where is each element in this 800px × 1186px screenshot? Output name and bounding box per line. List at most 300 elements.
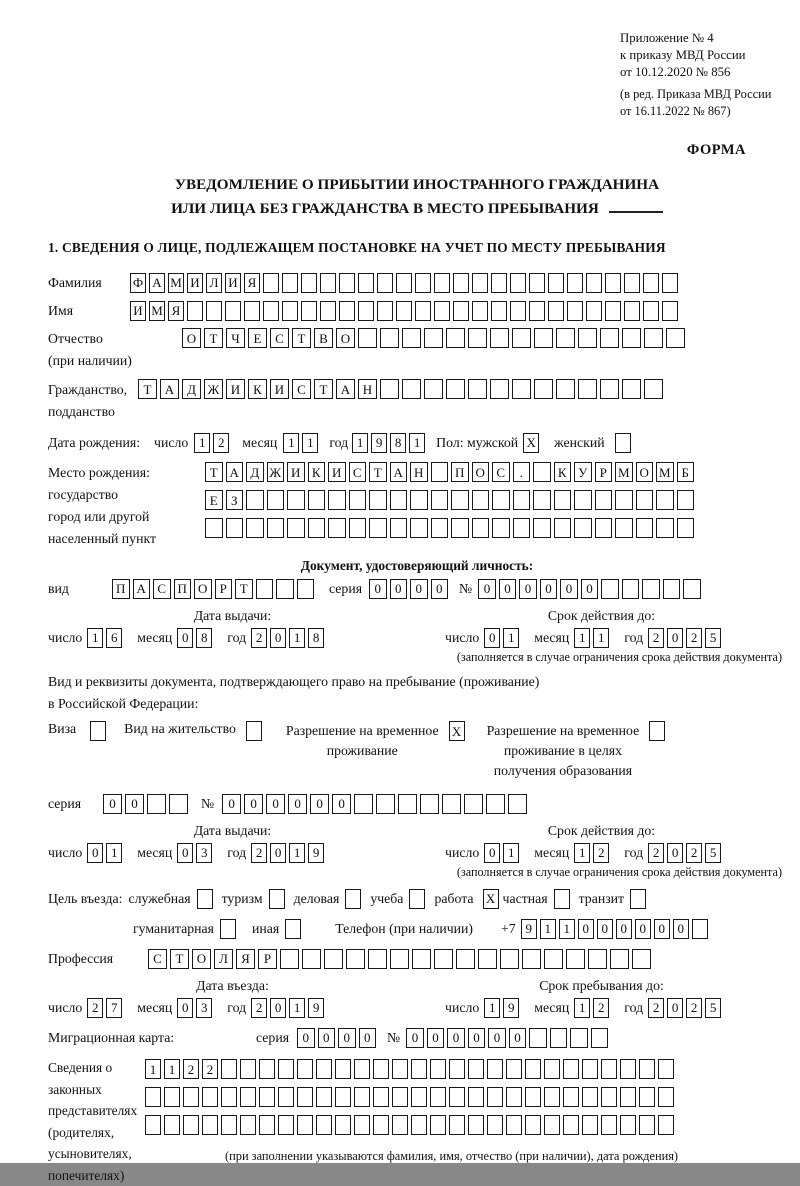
char-cell: 0 xyxy=(616,919,632,939)
char-cell xyxy=(316,1059,332,1079)
char-cell xyxy=(453,301,469,321)
char-cell: 0 xyxy=(468,1028,486,1048)
char-cell xyxy=(240,1087,256,1107)
char-cell xyxy=(221,1115,237,1135)
migration-number-cells xyxy=(406,1028,611,1048)
char-cell: 2 xyxy=(183,1059,199,1079)
char-cell xyxy=(630,889,646,909)
residence-permit-label: Вид на жительство xyxy=(124,721,236,737)
char-cell xyxy=(328,490,346,510)
char-cell xyxy=(412,949,431,969)
char-cell xyxy=(354,1087,370,1107)
char-cell: 0 xyxy=(244,794,263,814)
char-cell: 0 xyxy=(673,919,689,939)
char-cell: 0 xyxy=(488,1028,506,1048)
issue-date-title: Дата выдачи: xyxy=(193,608,272,624)
doc-kind-label: вид xyxy=(48,581,69,597)
char-cell xyxy=(554,889,570,909)
char-cell: Е xyxy=(205,490,223,510)
purpose-option: туризм xyxy=(222,889,285,909)
char-cell: 1 xyxy=(540,919,556,939)
char-cell xyxy=(446,379,465,399)
char-cell xyxy=(605,301,621,321)
identity-issue-month-cells xyxy=(177,628,215,648)
char-cell xyxy=(320,273,336,293)
char-cell: Р xyxy=(215,579,233,599)
char-cell: 0 xyxy=(654,919,670,939)
patronymic-row xyxy=(48,328,786,372)
char-cell xyxy=(164,1115,180,1135)
char-cell: 1 xyxy=(302,433,318,453)
char-cell: 3 xyxy=(196,998,212,1018)
char-cell: 9 xyxy=(503,998,519,1018)
char-cell xyxy=(390,949,409,969)
char-cell xyxy=(316,1087,332,1107)
year-label: год xyxy=(329,435,349,451)
char-cell xyxy=(205,518,223,538)
char-cell xyxy=(632,949,651,969)
char-cell xyxy=(639,1087,655,1107)
char-cell xyxy=(683,579,701,599)
char-cell: 2 xyxy=(686,843,702,863)
char-cell xyxy=(267,518,285,538)
char-cell xyxy=(578,379,597,399)
char-cell xyxy=(369,518,387,538)
char-cell xyxy=(506,1059,522,1079)
purpose-humanitarian-checkbox xyxy=(214,919,236,939)
char-cell xyxy=(658,1115,674,1135)
char-cell xyxy=(478,949,497,969)
char-cell xyxy=(491,301,507,321)
visa-option xyxy=(48,721,106,741)
char-cell xyxy=(259,1115,275,1135)
char-cell: 2 xyxy=(593,843,609,863)
sex-male-label: Пол: мужской xyxy=(436,435,519,451)
entry-dates xyxy=(48,978,786,1018)
char-cell xyxy=(308,490,326,510)
char-cell: Д xyxy=(246,462,264,482)
char-cell: А xyxy=(149,273,165,293)
char-cell xyxy=(424,328,443,348)
char-cell: Т xyxy=(205,462,223,482)
name-cells xyxy=(130,301,681,321)
char-cell: 1 xyxy=(574,843,590,863)
doc-series-cells xyxy=(369,579,451,599)
profession-row xyxy=(48,948,786,969)
char-cell xyxy=(656,490,674,510)
char-cell xyxy=(487,1115,503,1135)
char-cell xyxy=(267,490,285,510)
char-cell xyxy=(642,579,660,599)
char-cell: Ч xyxy=(226,328,245,348)
char-cell xyxy=(574,518,592,538)
char-cell xyxy=(411,1087,427,1107)
char-cell xyxy=(548,273,564,293)
char-cell: П xyxy=(174,579,192,599)
residence-permit-checkbox xyxy=(236,721,262,741)
identity-issue-day-cells xyxy=(87,628,125,648)
edu-residence-option xyxy=(487,721,666,781)
char-cell: А xyxy=(390,462,408,482)
char-cell xyxy=(263,301,279,321)
char-cell: 0 xyxy=(338,1028,356,1048)
char-cell: 0 xyxy=(270,628,286,648)
char-cell xyxy=(468,379,487,399)
valid-until-title: Срок действия до: xyxy=(547,608,656,624)
char-cell: 0 xyxy=(427,1028,445,1048)
birth-day-cells xyxy=(194,433,232,453)
char-cell: С xyxy=(270,328,289,348)
char-cell: . xyxy=(513,462,531,482)
identity-doc-dates xyxy=(48,608,786,648)
char-cell xyxy=(396,301,412,321)
char-cell: А xyxy=(160,379,179,399)
char-cell xyxy=(446,328,465,348)
residence-permit-option xyxy=(124,721,262,741)
char-cell xyxy=(566,949,585,969)
char-cell xyxy=(472,273,488,293)
char-cell xyxy=(490,379,509,399)
residence-issue-month-cells xyxy=(177,843,215,863)
legal-row3-cells xyxy=(145,1115,678,1135)
char-cell xyxy=(415,273,431,293)
residence-doc-heading1: Вид и реквизиты документа, подтверждающего право на пребывание (проживание) xyxy=(48,674,540,690)
char-cell xyxy=(259,1059,275,1079)
purpose-tourism-checkbox xyxy=(263,889,285,909)
month-label: месяц xyxy=(534,845,570,861)
char-cell xyxy=(202,1115,218,1135)
char-cell xyxy=(449,1087,465,1107)
phone-prefix: +7 xyxy=(501,921,516,937)
char-cell xyxy=(434,949,453,969)
char-cell xyxy=(595,518,613,538)
char-cell xyxy=(658,1087,674,1107)
char-cell xyxy=(280,949,299,969)
char-cell: Я xyxy=(236,949,255,969)
char-cell xyxy=(550,1028,568,1048)
char-cell xyxy=(508,794,527,814)
char-cell xyxy=(434,273,450,293)
char-cell xyxy=(582,1087,598,1107)
char-cell: П xyxy=(112,579,130,599)
birth-place-label: Место рождения: государство город или другой населенный пункт xyxy=(48,465,157,547)
char-cell xyxy=(567,301,583,321)
doc-number-label: № xyxy=(459,581,473,597)
char-cell xyxy=(346,949,365,969)
char-cell: И xyxy=(225,273,241,293)
char-cell xyxy=(506,1115,522,1135)
identity-valid-day-cells xyxy=(484,628,522,648)
birth-place-row3-cells xyxy=(205,518,697,538)
char-cell xyxy=(431,462,449,482)
char-cell: Л xyxy=(214,949,233,969)
char-cell xyxy=(601,1087,617,1107)
char-cell: 1 xyxy=(145,1059,161,1079)
identity-doc-heading: Документ, удостоверяющий личность: xyxy=(300,558,534,574)
entry-month-cells xyxy=(177,998,215,1018)
char-cell xyxy=(567,273,583,293)
char-cell xyxy=(308,518,326,538)
char-cell xyxy=(377,301,393,321)
entry-date-title: Дата въезда: xyxy=(196,978,269,994)
identity-issue-date-group xyxy=(48,608,417,648)
char-cell xyxy=(492,518,510,538)
char-cell xyxy=(187,301,203,321)
char-cell xyxy=(335,1087,351,1107)
char-cell: Л xyxy=(206,273,222,293)
appendix-edition-line: от 16.11.2022 № 867) xyxy=(620,104,731,118)
char-cell: 0 xyxy=(177,628,193,648)
purpose-official-checkbox xyxy=(191,889,213,909)
month-label: месяц xyxy=(137,630,173,646)
char-cell xyxy=(354,1059,370,1079)
char-cell: К xyxy=(248,379,267,399)
char-cell xyxy=(373,1059,389,1079)
char-cell xyxy=(506,1087,522,1107)
char-cell xyxy=(409,889,425,909)
char-cell: 0 xyxy=(667,843,683,863)
char-cell xyxy=(677,518,695,538)
identity-issue-year-cells xyxy=(251,628,327,648)
birth-place-row1-cells xyxy=(205,462,697,482)
char-cell xyxy=(316,1115,332,1135)
edu-residence-label: Разрешение на временное проживание в целях получения образования xyxy=(486,723,640,779)
char-cell xyxy=(622,579,640,599)
char-cell xyxy=(574,490,592,510)
char-cell xyxy=(643,273,659,293)
char-cell xyxy=(282,301,298,321)
char-cell xyxy=(563,1059,579,1079)
char-cell: 9 xyxy=(371,433,387,453)
char-cell xyxy=(620,1059,636,1079)
char-cell xyxy=(368,949,387,969)
residence-valid-month-cells xyxy=(574,843,612,863)
char-cell xyxy=(90,721,106,741)
char-cell xyxy=(206,301,222,321)
name-label: Имя xyxy=(48,303,74,319)
char-cell xyxy=(183,1115,199,1135)
sex-female-checkbox xyxy=(615,433,634,453)
char-cell: Н xyxy=(358,379,377,399)
birth-place-cells xyxy=(205,462,697,538)
char-cell xyxy=(636,518,654,538)
char-cell xyxy=(644,328,663,348)
char-cell xyxy=(649,721,665,741)
char-cell xyxy=(410,518,428,538)
entry-year-cells xyxy=(251,998,327,1018)
char-cell xyxy=(662,301,678,321)
char-cell xyxy=(529,301,545,321)
form-title xyxy=(48,173,786,220)
char-cell xyxy=(622,328,641,348)
char-cell xyxy=(453,273,469,293)
char-cell: Т xyxy=(292,328,311,348)
char-cell xyxy=(276,579,294,599)
char-cell: 3 xyxy=(196,843,212,863)
char-cell: 0 xyxy=(270,843,286,863)
char-cell xyxy=(656,518,674,538)
name-row xyxy=(48,300,786,321)
char-cell xyxy=(246,490,264,510)
char-cell xyxy=(639,1059,655,1079)
residence-issue-date-group xyxy=(48,823,417,863)
char-cell xyxy=(246,721,262,741)
char-cell xyxy=(430,1059,446,1079)
char-cell: 1 xyxy=(289,628,305,648)
char-cell xyxy=(285,919,301,939)
form-title-line1: УВЕДОМЛЕНИЕ О ПРИБЫТИИ ИНОСТРАННОГО ГРАЖДАНИНА xyxy=(174,176,660,193)
char-cell: 2 xyxy=(251,998,267,1018)
char-cell xyxy=(610,949,629,969)
valid-until-title: Срок действия до: xyxy=(547,823,656,839)
day-label: число xyxy=(48,630,83,646)
char-cell xyxy=(354,794,373,814)
char-cell xyxy=(578,328,597,348)
char-cell: О xyxy=(472,462,490,482)
char-cell xyxy=(430,1115,446,1135)
char-cell: 0 xyxy=(667,628,683,648)
char-cell xyxy=(225,301,241,321)
issue-date-title: Дата выдачи: xyxy=(193,823,272,839)
visit-purpose-row2 xyxy=(133,918,786,939)
purpose-option: иная xyxy=(252,919,301,939)
purpose-option: учеба xyxy=(370,889,425,909)
day-label: число xyxy=(445,630,480,646)
form-title-line2: ИЛИ ЛИЦА БЕЗ ГРАЖДАНСТВА В МЕСТО ПРЕБЫВАНИЯ xyxy=(48,197,786,221)
char-cell xyxy=(287,518,305,538)
char-cell: 9 xyxy=(308,998,324,1018)
char-cell: Д xyxy=(182,379,201,399)
legal-representatives-label: Сведения о законных представителях (родителях, усыновителях, попечителях) xyxy=(48,1060,138,1183)
char-cell xyxy=(544,1087,560,1107)
char-cell: 5 xyxy=(705,998,721,1018)
char-cell xyxy=(513,490,531,510)
residence-valid-year-cells xyxy=(648,843,724,863)
sex-female-label: женский xyxy=(554,435,605,451)
char-cell: 1 xyxy=(409,433,425,453)
purpose-option: частная xyxy=(503,889,570,909)
char-cell: С xyxy=(292,379,311,399)
char-cell xyxy=(358,328,377,348)
char-cell: У xyxy=(574,462,592,482)
char-cell: 8 xyxy=(196,628,212,648)
stay-until-group xyxy=(417,978,786,1018)
char-cell xyxy=(380,379,399,399)
profession-cells xyxy=(148,949,654,969)
residence-series-cells xyxy=(103,794,191,814)
char-cell xyxy=(169,794,188,814)
char-cell xyxy=(510,301,526,321)
edu-residence-checkbox xyxy=(639,721,665,741)
residence-number-cells xyxy=(222,794,530,814)
char-cell: X xyxy=(483,889,499,909)
char-cell xyxy=(605,273,621,293)
birth-place-row2-cells xyxy=(205,490,697,510)
char-cell xyxy=(533,490,551,510)
char-cell: 2 xyxy=(648,628,664,648)
char-cell: 1 xyxy=(503,843,519,863)
char-cell: 1 xyxy=(593,628,609,648)
char-cell: 1 xyxy=(484,998,500,1018)
char-cell xyxy=(256,579,274,599)
entry-day-cells xyxy=(87,998,125,1018)
char-cell: 1 xyxy=(194,433,210,453)
appendix-reference xyxy=(620,30,786,120)
char-cell: И xyxy=(270,379,289,399)
char-cell xyxy=(512,328,531,348)
char-cell xyxy=(492,490,510,510)
char-cell xyxy=(278,1087,294,1107)
residence-series-label: серия xyxy=(48,796,82,812)
char-cell xyxy=(402,379,421,399)
char-cell xyxy=(563,1087,579,1107)
char-cell xyxy=(472,301,488,321)
char-cell xyxy=(434,301,450,321)
char-cell: 0 xyxy=(103,794,122,814)
char-cell: 0 xyxy=(390,579,408,599)
char-cell xyxy=(468,328,487,348)
char-cell: 5 xyxy=(705,628,721,648)
char-cell: А xyxy=(226,462,244,482)
identity-valid-date-group xyxy=(417,608,786,648)
char-cell xyxy=(301,273,317,293)
legal-representatives-row xyxy=(48,1057,786,1186)
char-cell xyxy=(487,1059,503,1079)
residence-issue-day-cells xyxy=(87,843,125,863)
char-cell xyxy=(278,1059,294,1079)
purpose-transit-checkbox xyxy=(624,889,646,909)
surname-cells xyxy=(130,273,681,293)
char-cell xyxy=(692,919,708,939)
char-cell xyxy=(420,794,439,814)
char-cell xyxy=(259,1087,275,1107)
char-cell: М xyxy=(149,301,165,321)
char-cell: С xyxy=(153,579,171,599)
char-cell xyxy=(663,579,681,599)
char-cell xyxy=(202,1087,218,1107)
year-label: год xyxy=(227,630,247,646)
temp-residence-label: Разрешение на временное проживание xyxy=(285,723,439,759)
char-cell xyxy=(415,301,431,321)
char-cell xyxy=(600,379,619,399)
char-cell xyxy=(221,1087,237,1107)
char-cell: 0 xyxy=(410,579,428,599)
char-cell: 0 xyxy=(519,579,537,599)
char-cell xyxy=(534,328,553,348)
temp-residence-option xyxy=(286,721,465,761)
char-cell xyxy=(644,379,663,399)
char-cell xyxy=(358,301,374,321)
char-cell: 0 xyxy=(540,579,558,599)
char-cell xyxy=(500,949,519,969)
char-cell xyxy=(221,1059,237,1079)
char-cell xyxy=(301,301,317,321)
char-cell: 1 xyxy=(106,843,122,863)
char-cell: И xyxy=(226,379,245,399)
migration-series-label: серия xyxy=(256,1030,290,1046)
char-cell xyxy=(442,794,461,814)
char-cell: 0 xyxy=(484,628,500,648)
char-cell xyxy=(600,328,619,348)
char-cell xyxy=(263,273,279,293)
char-cell: 0 xyxy=(597,919,613,939)
char-cell: 1 xyxy=(503,628,519,648)
purpose-work-checkbox xyxy=(477,889,499,909)
doc-number-cells xyxy=(478,579,704,599)
char-cell xyxy=(487,1087,503,1107)
char-cell xyxy=(349,518,367,538)
char-cell xyxy=(398,794,417,814)
